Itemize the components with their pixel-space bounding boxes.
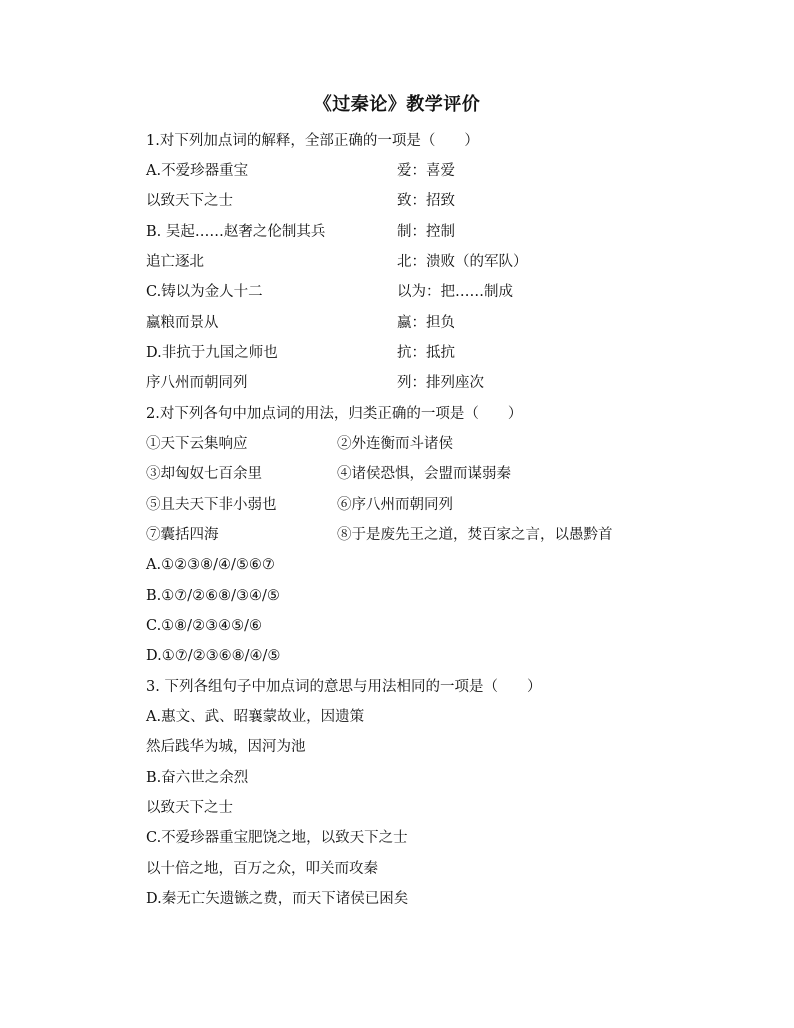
q1-row-8-gloss: 列：排列座次 — [397, 375, 484, 391]
q1-row-8-text: 序八州而朝同列 — [146, 375, 248, 391]
q3-option-b-line-1: B.奋六世之余烈 — [146, 770, 249, 786]
q1-row-1-text: A.不爱珍器重宝 — [146, 163, 249, 179]
q1-row-3-gloss: 制：控制 — [397, 224, 455, 240]
q1-row-7-text: D.非抗于九国之师也 — [146, 345, 278, 361]
q2-sentence-5: ⑤且夫天下非小弱也 — [146, 497, 277, 513]
q1-row-5-text: C.铸以为金人十二 — [146, 284, 263, 300]
q1-row-2-text: 以致天下之士 — [146, 193, 233, 209]
q1-row-7-gloss: 抗：抵抗 — [397, 345, 455, 361]
q2-sentence-6: ⑥序八州而朝同列 — [337, 497, 453, 513]
q1-row-2-gloss: 致：招致 — [397, 193, 455, 209]
q2-option-c: C.①⑧/②③④⑤/⑥ — [146, 618, 262, 634]
q1-row-1-gloss: 爱：喜爱 — [397, 163, 455, 179]
q2-sentence-1: ①天下云集响应 — [146, 436, 248, 452]
q3-option-c-line-2: 以十倍之地，百万之众，叩关而攻秦 — [146, 861, 378, 877]
q2-sentence-7: ⑦囊括四海 — [146, 527, 219, 543]
q2-option-b: B.①⑦/②⑥⑧/③④/⑤ — [146, 588, 280, 604]
document-title: 《过秦论》教学评价 — [313, 94, 481, 115]
q2-sentence-2: ②外连衡而斗诸侯 — [337, 436, 453, 452]
q1-row-6-gloss: 蠃：担负 — [397, 315, 455, 331]
q1-stem: 1.对下列加点词的解释，全部正确的一项是（ ） — [146, 133, 479, 149]
q3-stem: 3. 下列各组句子中加点词的意思与用法相同的一项是（ ） — [146, 679, 542, 695]
q3-option-a-line-1: A.惠文、武、昭襄蒙故业，因遗策 — [146, 709, 365, 725]
q2-sentence-4: ④诸侯恐惧，会盟而谋弱秦 — [337, 466, 511, 482]
q1-row-3-text: B. 吴起……赵奢之伦制其兵 — [146, 224, 326, 240]
q1-row-4-text: 追亡逐北 — [146, 254, 204, 270]
q2-option-d: D.①⑦/②③⑥⑧/④/⑤ — [146, 648, 281, 664]
q3-option-c-line-1: C.不爱珍器重宝肥饶之地，以致天下之士 — [146, 830, 408, 846]
q3-option-d-line-1: D.秦无亡矢遗镞之费，而天下诸侯已困矣 — [146, 891, 409, 907]
q1-row-6-text: 蠃粮而景从 — [146, 315, 219, 331]
q2-option-a: A.①②③⑧/④/⑤⑥⑦ — [146, 557, 275, 573]
q2-stem: 2.对下列各句中加点词的用法，归类正确的一项是（ ） — [146, 406, 523, 422]
q1-row-5-gloss: 以为：把……制成 — [397, 284, 513, 300]
q3-option-b-line-2: 以致天下之士 — [146, 800, 233, 816]
q2-sentence-8: ⑧于是废先王之道，焚百家之言，以愚黔首 — [337, 527, 613, 543]
q2-sentence-3: ③却匈奴七百余里 — [146, 466, 262, 482]
q1-row-4-gloss: 北：溃败（的军队） — [397, 254, 528, 270]
q3-option-a-line-2: 然后践华为城，因河为池 — [146, 739, 306, 755]
